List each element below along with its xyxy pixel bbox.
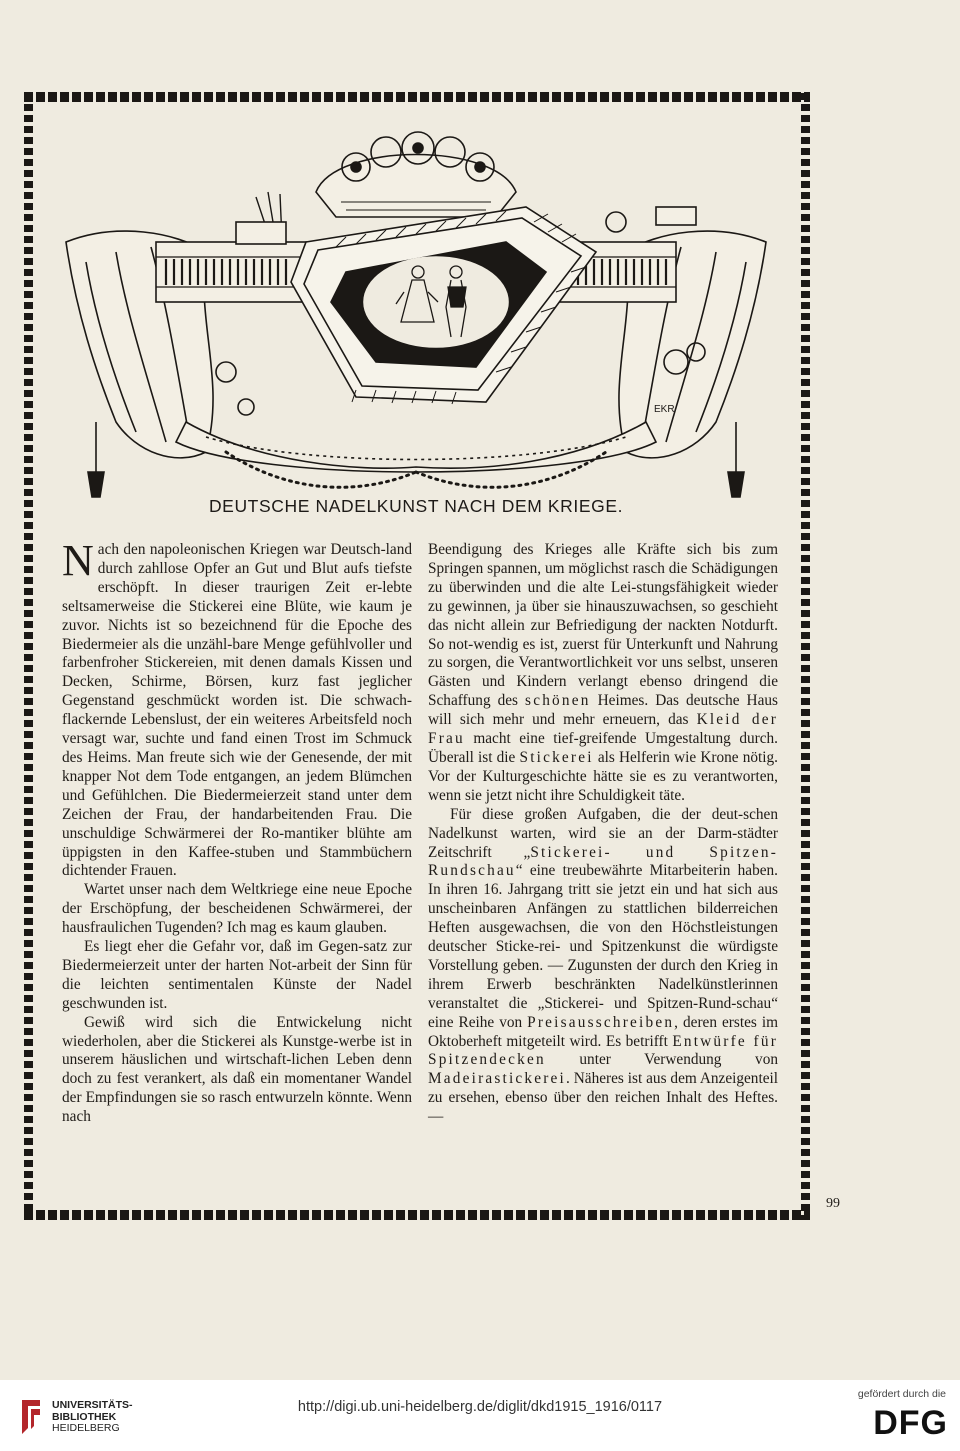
text-run: macht eine tief-greifende Umgestaltung durch. Überall ist die xyxy=(428,730,778,766)
text-run: “ eine treubewährte Mitarbeiterin haben. In ihren 16. Jahrgang tritt sie jetzt ein und hat sich aus unscheinbaren Anfängen zu stattlichen bilderreichen Heften ausgewachsen, die von den Höchstleistungen deutscher Sticke-rei- und Spitzenkunst die würdigste Vorstellung geben. — Zugunsten der durch den Krieg in ihrem Erwerb beschränkten Nadelkünstlerinnen veranstaltet die „Stickerei- und Spitzen-Rund-schau“ eine Reihe von xyxy=(428,862,778,1031)
permalink-url[interactable]: http://digi.ub.uni-heidelberg.de/diglit/dkd1915_1916/0117 xyxy=(297,1399,663,1415)
institution-line: UNIVERSITÄTS- xyxy=(52,1399,133,1411)
dfg-logo[interactable]: DFG xyxy=(873,1404,948,1442)
paragraph: Es liegt eher die Gefahr vor, daß im Gegen-satz zur Biedermeierzeit unter der harten Not-arbeit der Sinn für die leichten sentimentalen Künste der Nadel geschwunden ist. xyxy=(62,938,412,1012)
spaced-emphasis: Preisausschreiben xyxy=(527,1013,675,1031)
text-column-left xyxy=(62,536,412,1127)
paragraph xyxy=(428,806,778,1127)
text-run: als Helferin wie Krone nötig. Vor der Kulturgeschichte hätte sie es zu verantworten, wenn sie jetzt nicht ihre Schuldigkeit täte. xyxy=(428,748,778,804)
text-run: Beendigung des Krieges alle Kräfte sich bis zum Springen spannen, um möglichst rasch die Schädigungen zu überwinden und die alte Lei-stungsfähigkeit wieder zu gewinnen, ja über sie hinauszuwachsen, so geschieht das nicht allein zur Befriedigung der nackten Notdurft. So not-wendig es ist, zuerst für Unterkunft und Nahrung zu sorgen, die Verantwortlichkeit vor uns selbst, unseren Gästen und Kindern verlangt ebenso dringend die Schaffung des xyxy=(428,541,778,710)
text-run: Heimes. Das deutsche Haus will sich mehr und mehr erneuern, das xyxy=(428,692,778,729)
illustration-signature: EKR xyxy=(654,404,675,415)
decorative-embroidery-illustration xyxy=(56,122,776,502)
drop-cap: N xyxy=(62,536,94,585)
ornamental-border-top xyxy=(24,92,810,102)
paragraph xyxy=(428,541,778,806)
page-number: 99 xyxy=(826,1196,840,1211)
spaced-emphasis: Kleid der Frau xyxy=(428,711,778,748)
text-column-right xyxy=(428,541,778,1127)
text-run: unter Verwendung von xyxy=(545,1051,778,1069)
ornamental-border-bottom xyxy=(24,1210,810,1220)
spaced-emphasis: Stickerei xyxy=(519,748,594,766)
institution-line: BIBLIOTHEK xyxy=(52,1410,117,1423)
digitization-footer xyxy=(0,1380,960,1451)
spaced-emphasis: Madeirastickerei xyxy=(428,1070,566,1088)
paragraph: Gewiß wird sich die Entwickelung nicht wiederholen, aber die Stickerei als Kunstge-werbe ist in unserem häuslichen und wirtschaft-lichen Leben denn doch zu fest verankert, als daß ein momentaner Wandel der Empfindungen sie so rasch entwurzeln könnte. Wenn nach xyxy=(62,1013,412,1126)
paragraph-text: ach den napoleonischen Kriegen war Deutsch-land durch zahllose Opfer an Gut und Blut aufs tiefste erschöpft. In dieser traurigen Zeit er-lebte seltsamerweise die Stickerei eine Blüte, wie kaum je zuvor. Nichts ist so bezeichnend für die Epoche des Biedermeier als die unzähl-bare Menge gefühlvoller und farbenfroher Stickereien, mit denen damals Kissen und Decken, Schirme, Börsen, kurz fast jeglicher Gegenstand geschmückt worden ist. Die schwach-flackernde Lebenslust, der ein weiteres Arbeitsfeld noch versagt war, suchte und fand einen Trost im Schmuck des Heims. Man freute sich wie der Genesende, der mit knapper Not dem Tode entgangen, an jedem Blümchen und Gefühlchen. Die Biedermeierzeit stand unter dem Zeichen der Frau, der handarbeitenden Frau. Die unschuldige Schwärmerei der Ro-mantiker blühte am üppigsten in den Kaffee-stuben und Stammbüchern dichtender Frauen. xyxy=(62,541,412,880)
ornamental-border-left xyxy=(24,93,33,1220)
institution-line: HEIDELBERG xyxy=(52,1422,120,1434)
spaced-emphasis: schönen xyxy=(525,692,591,710)
paragraph: Wartet unser nach dem Weltkriege eine neue Epoche der Erschöpfung, der bescheidenen Schwärmerei, der hausfraulichen Tugenden? Ich mag es kaum glauben. xyxy=(62,881,412,937)
paragraph xyxy=(62,536,412,881)
text-run: , deren erstes im Oktoberheft mitgeteilt wird. Es betrifft xyxy=(428,1013,779,1050)
text-run: Für diese großen Aufgaben, die der deut-schen Nadelkunst warten, wird sie an der Darm-städter Zeitschrift „ xyxy=(428,805,778,861)
article-headline: DEUTSCHE NADELKUNST NACH DEM KRIEGE. xyxy=(208,496,624,516)
spaced-emphasis: Entwürfe für Spitzendecken xyxy=(428,1032,778,1069)
sponsor-caption: gefördert durch die xyxy=(857,1388,946,1400)
text-run: . Näheres ist aus dem Anzeigenteil zu ersehen, ebenso über den reichen Inhalt des Heftes. — xyxy=(428,1070,778,1126)
ornamental-border-right xyxy=(801,93,810,1220)
spaced-emphasis: Stickerei- und Spitzen-Rundschau xyxy=(428,843,778,880)
